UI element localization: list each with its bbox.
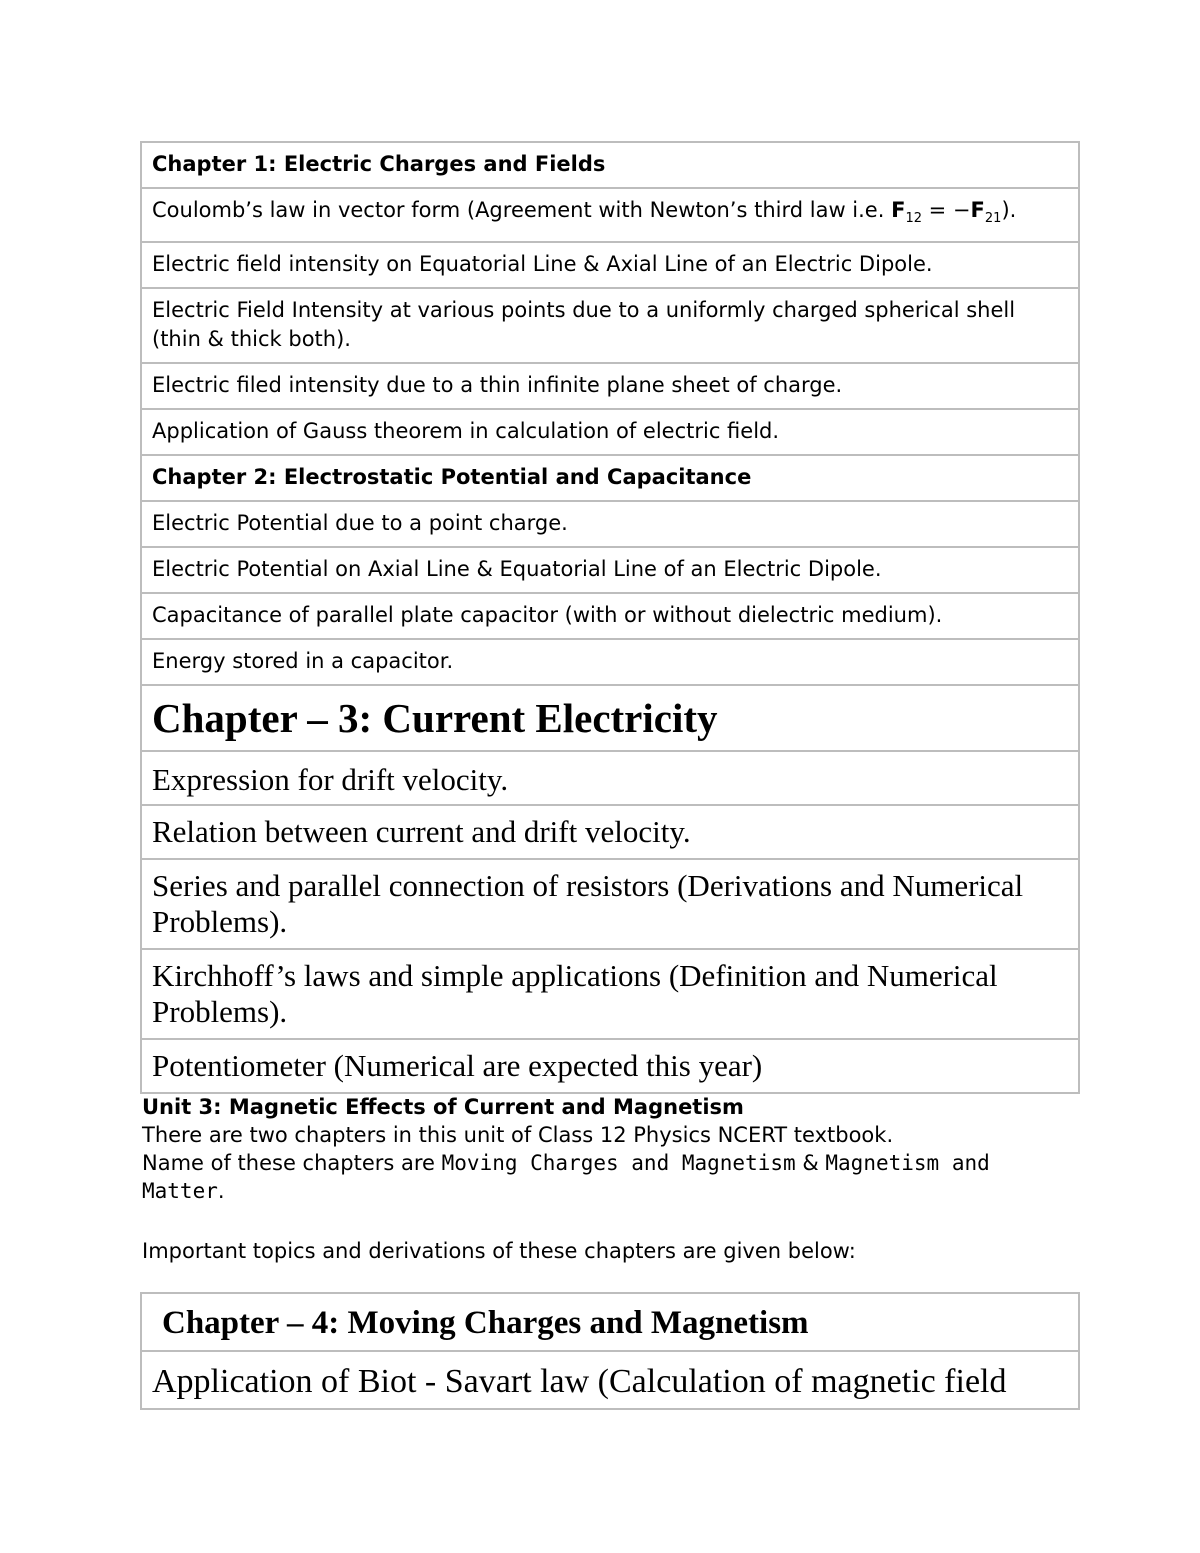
chapter-3-topic: Relation between current and drift velocity. [140,804,1080,858]
unit-3-heading: Unit 3: Magnetic Effects of Current and Magnetism [142,1095,744,1119]
spacer [142,1205,1072,1237]
chapter-2-topic: Electric Potential due to a point charge. [140,500,1080,546]
chapter-1-heading: Chapter 1: Electric Charges and Fields [140,141,1080,187]
chapter-3-topic: Expression for drift velocity. [140,750,1080,804]
chapter-1-topic-coulomb: Coulomb’s law in vector form (Agreement with Newton’s third law i.e. $F_{12} = -F_{21}$). [140,187,1080,241]
chapter-3-topic: Potentiometer (Numerical are expected this year) [140,1038,1080,1094]
unit-3-intro: Important topics and derivations of these chapters are given below: [142,1239,856,1263]
chapter-name: Magnetism and Matter [142,1151,990,1203]
unit-3-chapters-line: Name of these chapters are Moving Charges and Magnetism & Magnetism and Matter. [142,1151,990,1203]
syllabus-table-chapter-4 [140,1292,1080,1410]
chapter-2-topic: Energy stored in a capacitor. [140,638,1080,684]
chapter-3-topic: Kirchhoff’s laws and simple applications (Definition and Numerical Problems). [140,948,1080,1038]
chapter-1-topic: Application of Gauss theorem in calculation of electric field. [140,408,1080,454]
chapter-1-topic: Electric filed intensity due to a thin infinite plane sheet of charge. [140,362,1080,408]
syllabus-table-chapters-1-3 [140,141,1080,1094]
chapter-4-heading: Chapter – 4: Moving Charges and Magnetism [140,1292,1080,1350]
unit-3-description-line: There are two chapters in this unit of Class 12 Physics NCERT textbook. [142,1123,894,1147]
chapter-1-topic: Electric field intensity on Equatorial Line & Axial Line of an Electric Dipole. [140,241,1080,287]
chapter-4-topic: Application of Biot - Savart law (Calculation of magnetic field [140,1350,1080,1410]
chapter-name: Moving Charges and Magnetism [441,1151,796,1175]
chapter-3-topic: Series and parallel connection of resistors (Derivations and Numerical Problems). [140,858,1080,948]
chapter-2-heading: Chapter 2: Electrostatic Potential and Capacitance [140,454,1080,500]
chapter-1-topic: Electric Field Intensity at various points due to a uniformly charged spherical shell (thin & thick both). [140,287,1080,362]
chapter-3-heading: Chapter – 3: Current Electricity [140,684,1080,750]
chapter-2-topic: Capacitance of parallel plate capacitor (with or without dielectric medium). [140,592,1080,638]
unit-3-section [142,1093,1072,1265]
chapter-2-topic: Electric Potential on Axial Line & Equatorial Line of an Electric Dipole. [140,546,1080,592]
